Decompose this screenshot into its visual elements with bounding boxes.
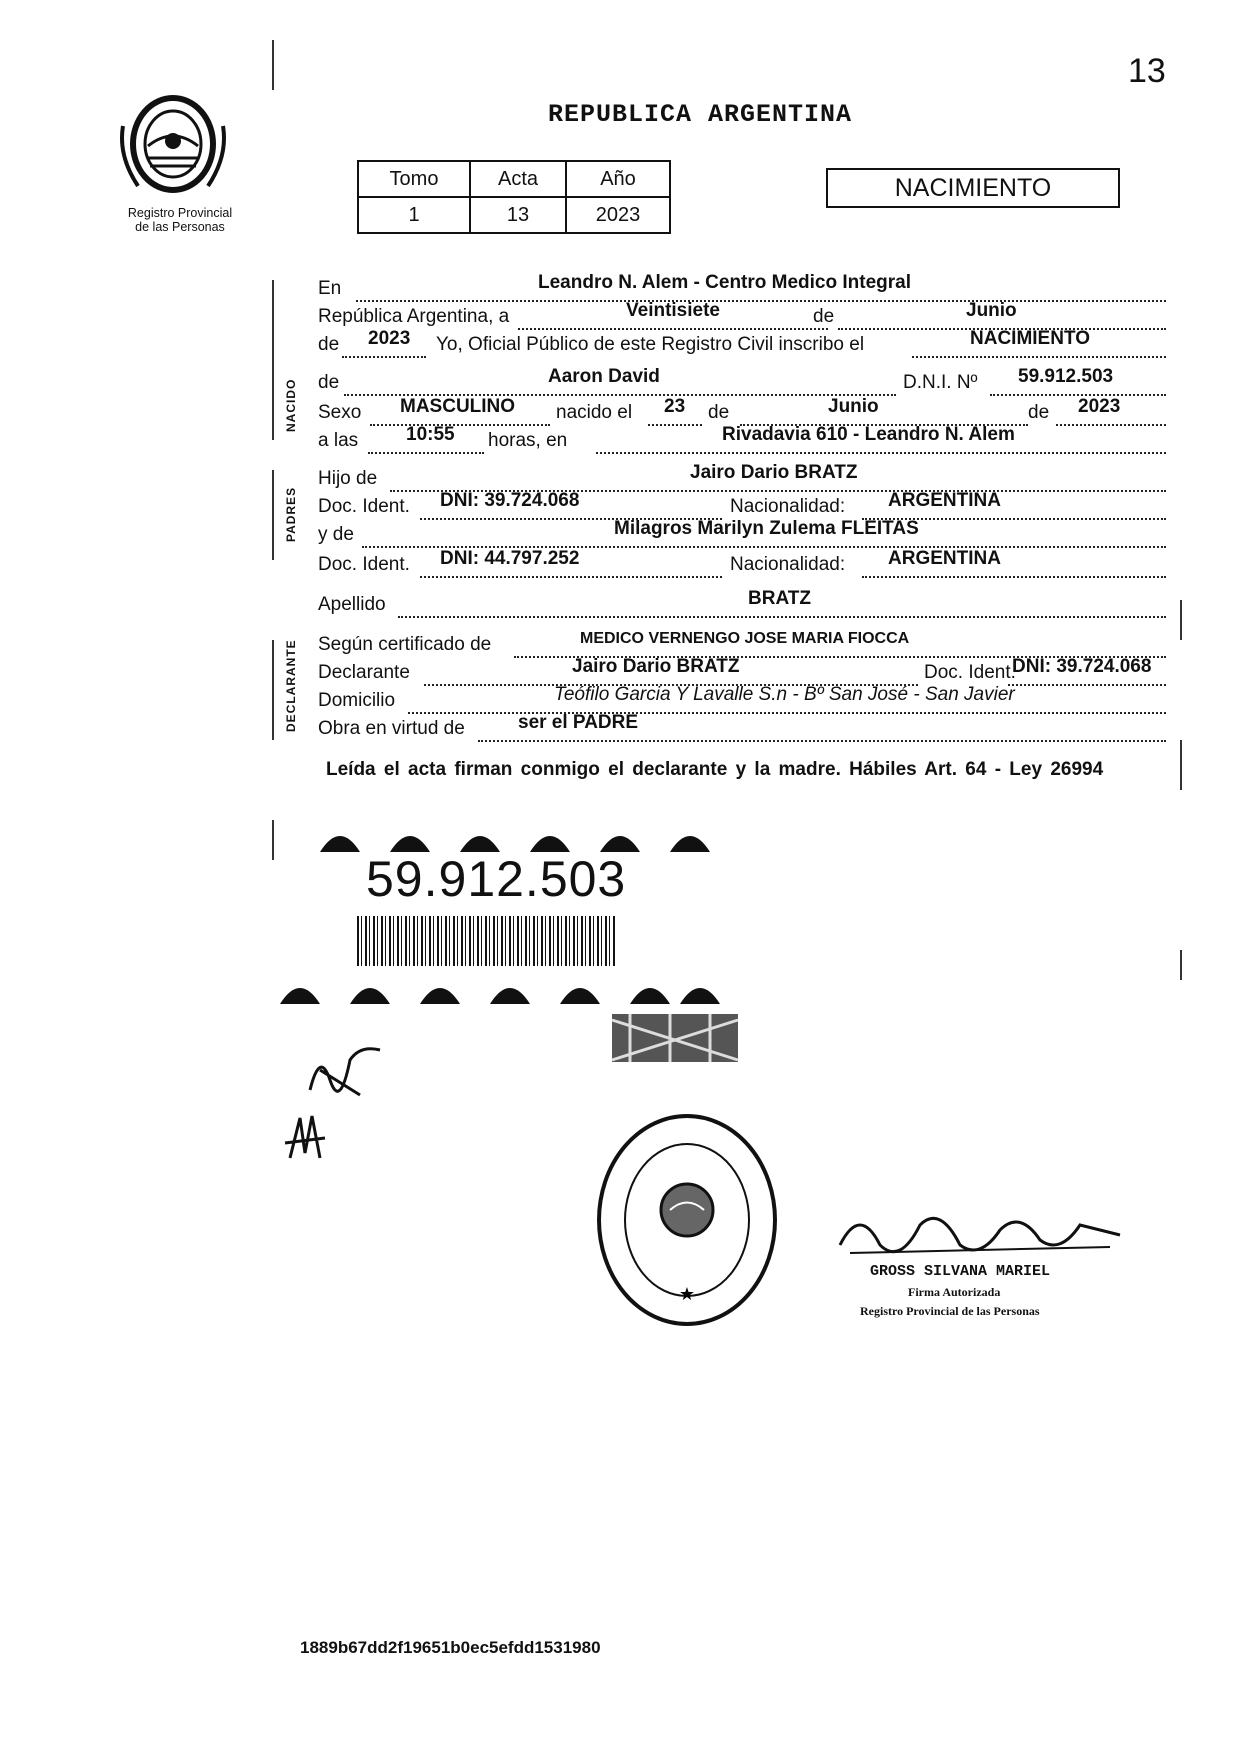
- child-name: Aaron David: [548, 366, 660, 387]
- acta-table: [357, 160, 671, 234]
- page-number: 13: [1128, 52, 1166, 90]
- father-name: Jairo Dario BRATZ: [690, 462, 858, 483]
- fingerprint-band-top: [280, 818, 720, 854]
- record-type-box: NACIMIENTO: [826, 168, 1120, 208]
- declarant-signature: [300, 1040, 390, 1100]
- signer-role: Firma Autorizada: [908, 1285, 1001, 1299]
- dni-large-print: 59.912.503: [366, 851, 627, 907]
- registration-year: 2023: [368, 328, 411, 349]
- official-seal: [592, 1110, 782, 1330]
- child-dni: 59.912.503: [1018, 366, 1114, 387]
- record-kind: NACIMIENTO: [970, 328, 1090, 349]
- row-year: de 2023 Yo, Oficial Público de este Registro Civil inscribo el NACIMIENTO: [318, 330, 1166, 358]
- place-value: Leandro N. Alem - Centro Medico Integral: [538, 272, 912, 293]
- side-label-padres: PADRES: [284, 486, 298, 542]
- declarant-dni: DNI: 39.724.068: [1012, 656, 1152, 677]
- declarant-address: Teófilo Garcia Y Lavalle S.n - Bº San José - San Javier: [554, 684, 1015, 705]
- birth-time: 10:55: [406, 424, 455, 445]
- side-label-nacido: NACIDO: [284, 378, 298, 432]
- svg-text:★: ★: [678, 1284, 696, 1305]
- table-value-acta: 13: [470, 197, 566, 233]
- document-hash: 1889b67dd2f19651b0ec5efdd1531980: [300, 1638, 601, 1657]
- registration-month: Junio: [966, 300, 1017, 321]
- birth-month: Junio: [828, 396, 879, 417]
- mother-name: Milagros Marilyn Zulema FLEITAS: [614, 518, 919, 539]
- birth-place: Rivadavia 610 - Leandro N. Alem: [722, 424, 1015, 445]
- table-header-tomo: Tomo: [358, 161, 470, 197]
- child-sex: MASCULINO: [400, 396, 516, 417]
- closing-statement: Leída el acta firman conmigo el declarante y la madre. Hábiles Art. 64 - Ley 26994: [326, 759, 1104, 780]
- registry-caption: Registro Provincial de las Personas: [127, 206, 233, 234]
- row-address: Domicilio Teófilo Garcia Y Lavalle S.n - Bº San José - San Javier: [318, 686, 1166, 714]
- mother-nationality: ARGENTINA: [888, 548, 1001, 569]
- province-coat-of-arms-logo: [118, 86, 228, 198]
- row-sex-birth: Sexo MASCULINO nacido el 23 de Junio de 2023: [318, 398, 1166, 426]
- declarant-name: Jairo Dario BRATZ: [572, 656, 740, 677]
- row-surname: Apellido BRATZ: [318, 590, 1166, 618]
- table-header-acta: Acta: [470, 161, 566, 197]
- table-value-tomo: 1: [358, 197, 470, 233]
- signer-organization: Registro Provincial de las Personas: [860, 1304, 1040, 1318]
- row-date: República Argentina, a Veintisiete de Junio: [318, 302, 1166, 330]
- row-certificate: Según certificado de MEDICO VERNENGO JOSE MARIA FIOCCA: [318, 630, 1166, 658]
- table-header-anio: Año: [566, 161, 670, 197]
- row-mother-id: Doc. Ident. DNI: 44.797.252 Nacionalidad: ARGENTINA: [318, 550, 1166, 578]
- security-stamp-patch: [610, 1010, 740, 1066]
- row-capacity: Obra en virtud de ser el PADRE: [318, 714, 1166, 742]
- mother-dni: DNI: 44.797.252: [440, 548, 580, 569]
- row-father-id: Doc. Ident. DNI: 39.724.068 Nacionalidad: ARGENTINA: [318, 492, 1166, 520]
- registration-day: Veintisiete: [626, 300, 720, 321]
- certifying-doctor: MEDICO VERNENGO JOSE MARIA FIOCCA: [580, 630, 910, 647]
- father-dni: DNI: 39.724.068: [440, 490, 580, 511]
- row-time-place: a las 10:55 horas, en Rivadavia 610 - Leandro N. Alem: [318, 426, 1166, 454]
- birth-year: 2023: [1078, 396, 1121, 417]
- father-nationality: ARGENTINA: [888, 490, 1001, 511]
- row-child-name: de Aaron David D.N.I. Nº 59.912.503: [318, 368, 1166, 396]
- fingerprint-band-bottom: [280, 970, 720, 1006]
- table-value-anio: 2023: [566, 197, 670, 233]
- birth-day: 23: [664, 396, 686, 417]
- child-surname: BRATZ: [748, 588, 811, 609]
- signer-name: GROSS SILVANA MARIEL: [870, 1263, 1051, 1280]
- authorized-signature: [830, 1205, 1130, 1265]
- row-mother: y de Milagros Marilyn Zulema FLEITAS: [318, 520, 1166, 548]
- row-declarant: Declarante Jairo Dario BRATZ Doc. Ident. DNI: 39.724.068: [318, 658, 1166, 686]
- row-father: Hijo de Jairo Dario BRATZ: [318, 464, 1166, 492]
- declarant-capacity: ser el PADRE: [518, 712, 639, 733]
- row-place: En Leandro N. Alem - Centro Medico Integral: [318, 274, 1166, 302]
- country-title: REPUBLICA ARGENTINA: [548, 100, 853, 129]
- side-label-declarante: DECLARANTE: [284, 639, 298, 732]
- mother-signature: [280, 1108, 330, 1168]
- barcode: [357, 916, 615, 966]
